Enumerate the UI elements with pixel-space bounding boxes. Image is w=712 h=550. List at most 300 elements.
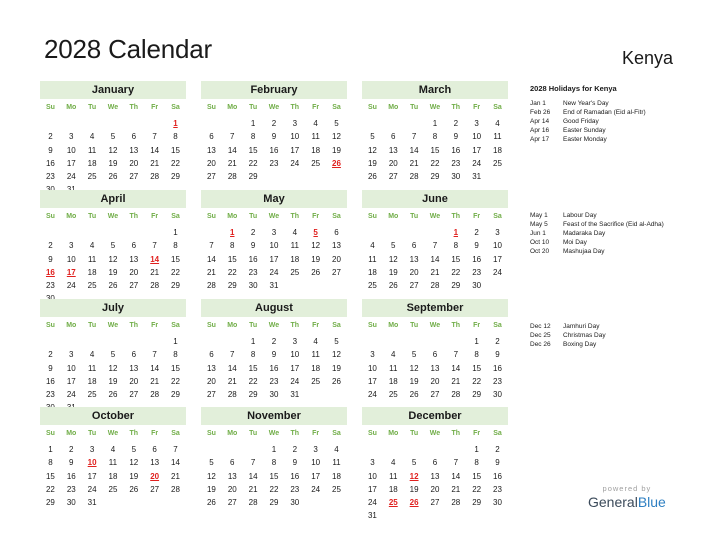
day-cell: 22: [248, 158, 258, 168]
month-name: October: [40, 407, 186, 425]
day-cell: 27: [129, 172, 139, 182]
day-cell: 2: [474, 228, 479, 237]
weekday-label: Th: [129, 430, 139, 437]
day-cell: 6: [411, 241, 417, 251]
month-name: November: [201, 407, 347, 425]
weekday-label: Sa: [171, 430, 180, 437]
day-cell: 30: [248, 281, 258, 291]
brand-name-part2: Blue: [637, 494, 666, 510]
weekday-label: Fr: [151, 213, 159, 220]
day-cell: 20: [206, 376, 216, 386]
month-february: [201, 81, 347, 183]
weekday-label: Tu: [249, 104, 258, 111]
day-cell: 22: [269, 484, 279, 494]
day-cell: 16: [493, 363, 502, 373]
holiday-day: 17: [66, 267, 76, 277]
day-cell: 6: [432, 350, 438, 360]
day-cell: 19: [129, 471, 139, 481]
day-cell: 6: [209, 350, 214, 360]
weekday-label: Mo: [227, 104, 238, 111]
weekday-label: Sa: [332, 213, 341, 220]
day-cell: 28: [206, 281, 216, 291]
day-cell: 24: [311, 484, 321, 494]
empty-cell: [201, 117, 222, 130]
day-cell: 23: [45, 390, 55, 400]
day-cell: 9: [250, 241, 256, 251]
day-cell: 5: [110, 350, 116, 360]
weekday-label: Th: [451, 213, 461, 220]
day-cell: 22: [171, 376, 180, 386]
day-cell: 21: [171, 471, 180, 481]
weekday-label: Tu: [410, 430, 419, 437]
weekday-label: Fr: [473, 213, 481, 220]
month-name: May: [201, 190, 347, 208]
empty-cell: [362, 443, 383, 456]
holiday-day: 12: [409, 471, 419, 481]
month-name: April: [40, 190, 186, 208]
day-cell: 13: [227, 471, 237, 481]
empty-cell: [82, 335, 103, 348]
day-cell: 9: [271, 132, 277, 142]
day-cell: 23: [248, 267, 258, 277]
weekday-label: Fr: [151, 322, 159, 329]
empty-cell: [144, 226, 165, 239]
day-cell: 2: [48, 241, 53, 251]
holiday-day: 25: [388, 498, 398, 508]
day-cell: 5: [370, 132, 375, 142]
empty-cell: [445, 335, 466, 348]
day-cell: 21: [227, 158, 237, 168]
empty-cell: [222, 443, 243, 456]
day-cell: 26: [388, 281, 398, 291]
day-cell: 10: [367, 471, 377, 481]
day-cell: 19: [409, 376, 419, 386]
empty-cell: [404, 335, 425, 348]
day-cell: 11: [368, 254, 377, 264]
day-cell: 12: [388, 254, 398, 264]
empty-cell: [445, 443, 466, 456]
day-cell: 23: [493, 484, 502, 494]
day-cell: 12: [332, 350, 341, 360]
holiday-name: Mashujaa Day: [563, 248, 605, 256]
day-cell: 10: [367, 363, 377, 373]
holiday-name: Christmas Day: [563, 332, 606, 340]
holiday-date: Dec 25: [530, 332, 551, 340]
day-cell: 14: [227, 145, 237, 155]
day-cell: 17: [269, 254, 279, 264]
day-cell: 6: [334, 228, 339, 237]
weekday-label: Mo: [66, 430, 77, 437]
day-cell: 21: [206, 267, 216, 277]
day-cell: 31: [269, 281, 279, 291]
day-cell: 9: [69, 458, 74, 468]
day-cell: 26: [367, 172, 377, 182]
day-cell: 2: [271, 337, 277, 346]
holiday-entry: [530, 220, 664, 229]
day-cell: 3: [292, 337, 298, 346]
day-cell: 3: [474, 119, 479, 128]
day-cell: 10: [290, 350, 300, 360]
weekday-label: Th: [290, 430, 300, 437]
day-cell: 14: [451, 363, 461, 373]
day-cell: 15: [430, 145, 440, 155]
day-cell: 22: [171, 267, 180, 277]
day-cell: 17: [66, 376, 76, 386]
day-cell: 27: [430, 390, 440, 400]
weekday-label: Tu: [88, 213, 97, 220]
day-cell: 21: [227, 376, 237, 386]
day-cell: 21: [451, 484, 461, 494]
day-cell: 24: [472, 158, 482, 168]
day-cell: 25: [290, 267, 300, 277]
day-cell: 7: [250, 458, 256, 468]
holiday-entry: [530, 99, 646, 108]
holiday-day: 10: [87, 458, 97, 468]
day-cell: 16: [472, 254, 482, 264]
day-cell: 27: [430, 498, 440, 508]
day-cell: 11: [311, 350, 320, 360]
holiday-day: 14: [150, 254, 160, 264]
day-cell: 27: [388, 172, 398, 182]
day-cell: 11: [389, 471, 398, 481]
weekday-label: Fr: [312, 322, 320, 329]
day-cell: 29: [269, 498, 279, 508]
weekday-label: Tu: [249, 430, 258, 437]
holiday-entry: [530, 211, 664, 220]
day-cell: 12: [311, 241, 321, 251]
day-cell: 25: [311, 376, 321, 386]
weekday-label: Th: [451, 104, 461, 111]
day-cell: 3: [271, 228, 277, 237]
day-cell: 15: [45, 471, 55, 481]
weekday-label: Su: [206, 430, 216, 437]
day-cell: 20: [409, 267, 419, 277]
day-cell: 3: [69, 350, 74, 360]
day-cell: 29: [171, 172, 180, 182]
day-cell: 20: [129, 376, 139, 386]
day-cell: 14: [248, 471, 258, 481]
day-cell: 23: [290, 484, 300, 494]
day-cell: 25: [87, 390, 97, 400]
day-cell: 8: [474, 458, 479, 468]
day-cell: 22: [451, 267, 461, 277]
weekday-label: Th: [290, 213, 300, 220]
day-cell: 20: [206, 158, 216, 168]
month-name: March: [362, 81, 508, 99]
holiday-date: May 1: [530, 212, 548, 219]
day-cell: 14: [451, 471, 461, 481]
holiday-date: Apr 16: [530, 127, 550, 135]
day-cell: 15: [472, 471, 482, 481]
day-cell: 28: [248, 498, 258, 508]
day-cell: 21: [248, 484, 258, 494]
day-cell: 6: [209, 132, 214, 142]
day-cell: 12: [409, 363, 419, 373]
day-cell: 18: [367, 267, 377, 277]
day-cell: 15: [248, 145, 258, 155]
day-cell: 27: [150, 484, 160, 494]
day-cell: 12: [129, 458, 139, 468]
empty-cell: [123, 226, 144, 239]
empty-cell: [144, 335, 165, 348]
day-cell: 16: [45, 158, 55, 168]
empty-cell: [201, 443, 222, 456]
month-december: [362, 407, 508, 523]
day-cell: 3: [69, 132, 74, 142]
day-cell: 19: [108, 158, 118, 168]
day-cell: 29: [171, 281, 180, 291]
weekday-label: Fr: [473, 104, 481, 111]
day-cell: 30: [472, 281, 482, 291]
day-cell: 23: [269, 376, 279, 386]
day-cell: 24: [367, 390, 377, 400]
day-cell: 21: [451, 376, 461, 386]
powered-by-text: powered by: [602, 484, 652, 493]
day-cell: 12: [367, 145, 377, 155]
day-cell: 5: [110, 241, 116, 251]
weekday-label: Th: [129, 104, 139, 111]
day-cell: 10: [493, 241, 502, 251]
holiday-date: Apr 14: [530, 118, 550, 126]
day-cell: 18: [311, 363, 321, 373]
day-cell: 18: [388, 376, 398, 386]
holiday-day: 26: [332, 158, 341, 168]
holiday-name: New Year's Day: [563, 100, 609, 107]
weekday-label: Th: [290, 104, 300, 111]
day-cell: 23: [45, 281, 55, 291]
holiday-entry: [530, 238, 664, 247]
empty-cell: [201, 335, 222, 348]
holiday-day: 26: [409, 498, 419, 508]
day-cell: 18: [108, 471, 118, 481]
day-cell: 22: [248, 376, 258, 386]
day-cell: 25: [388, 390, 398, 400]
day-cell: 31: [367, 511, 377, 521]
day-cell: 8: [173, 241, 178, 251]
day-cell: 11: [389, 363, 398, 373]
day-cell: 26: [332, 376, 341, 386]
day-cell: 12: [108, 145, 118, 155]
weekday-label: Sa: [493, 104, 502, 111]
day-cell: 27: [206, 172, 216, 182]
day-cell: 9: [453, 132, 459, 142]
day-cell: 24: [290, 376, 300, 386]
day-cell: 3: [313, 445, 318, 454]
day-cell: 8: [173, 132, 178, 142]
weekday-label: Sa: [493, 322, 502, 329]
day-cell: 10: [269, 241, 279, 251]
weekday-label: Th: [451, 430, 461, 437]
day-cell: 10: [66, 363, 76, 373]
country-name: Kenya: [622, 48, 674, 68]
day-cell: 13: [388, 145, 398, 155]
day-cell: 27: [409, 281, 419, 291]
day-cell: 2: [48, 132, 53, 142]
day-cell: 14: [150, 145, 160, 155]
weekday-label: Sa: [493, 213, 502, 220]
day-cell: 6: [230, 458, 235, 468]
empty-cell: [243, 443, 264, 456]
day-cell: 29: [472, 498, 482, 508]
day-cell: 3: [495, 228, 500, 237]
weekday-label: Tu: [88, 430, 97, 437]
month-may: [201, 190, 347, 292]
day-cell: 13: [206, 145, 216, 155]
day-cell: 2: [292, 445, 298, 454]
weekday-label: Mo: [388, 322, 399, 329]
weekday-label: We: [268, 430, 280, 437]
holiday-date: Feb 26: [530, 109, 551, 117]
weekday-label: We: [429, 213, 441, 220]
holiday-date: Dec 12: [530, 323, 551, 330]
weekday-label: Tu: [88, 322, 97, 329]
day-cell: 5: [411, 350, 417, 360]
day-cell: 3: [370, 458, 375, 468]
empty-cell: [383, 226, 404, 239]
day-cell: 11: [87, 145, 97, 155]
brand-name-part1: General: [588, 494, 638, 510]
day-cell: 26: [129, 484, 139, 494]
day-cell: 6: [131, 350, 137, 360]
day-cell: 19: [332, 145, 341, 155]
day-cell: 10: [472, 132, 482, 142]
day-cell: 25: [493, 158, 502, 168]
day-cell: 2: [453, 119, 459, 128]
day-cell: 18: [493, 145, 502, 155]
holiday-list-title: 2028 Holidays for Kenya: [530, 84, 617, 93]
weekday-label: Fr: [473, 430, 481, 437]
day-cell: 3: [370, 350, 375, 360]
day-cell: 23: [269, 158, 279, 168]
day-cell: 29: [451, 281, 461, 291]
weekday-label: Su: [367, 322, 377, 329]
day-cell: 23: [45, 172, 55, 182]
holiday-name: Madaraka Day: [563, 230, 606, 238]
day-cell: 16: [269, 363, 279, 373]
day-cell: 26: [108, 281, 118, 291]
holiday-entry: [530, 126, 646, 135]
empty-cell: [404, 226, 425, 239]
day-cell: 20: [129, 158, 139, 168]
empty-cell: [383, 335, 404, 348]
weekday-label: Su: [367, 213, 377, 220]
weekday-label: Su: [45, 104, 55, 111]
day-cell: 17: [290, 145, 300, 155]
day-cell: 25: [87, 172, 97, 182]
weekday-label: Fr: [312, 430, 320, 437]
day-cell: 24: [269, 267, 279, 277]
holiday-day: 5: [313, 228, 318, 237]
day-cell: 17: [472, 145, 482, 155]
day-cell: 11: [290, 241, 299, 251]
empty-cell: [61, 335, 82, 348]
day-cell: 3: [69, 241, 74, 251]
empty-cell: [40, 226, 61, 239]
day-cell: 14: [409, 145, 419, 155]
day-cell: 8: [453, 241, 459, 251]
day-cell: 23: [472, 267, 482, 277]
day-cell: 27: [206, 390, 216, 400]
day-cell: 19: [388, 267, 398, 277]
holiday-date: Jan 1: [530, 100, 546, 107]
month-june: [362, 190, 508, 292]
day-cell: 27: [227, 498, 237, 508]
day-cell: 31: [290, 390, 300, 400]
day-cell: 7: [230, 132, 235, 142]
day-cell: 13: [150, 458, 160, 468]
day-cell: 17: [493, 254, 502, 264]
day-cell: 6: [432, 458, 438, 468]
day-cell: 4: [334, 445, 339, 454]
day-cell: 20: [388, 158, 398, 168]
day-cell: 2: [250, 228, 256, 237]
empty-cell: [383, 443, 404, 456]
day-cell: 4: [391, 350, 396, 360]
page-title: 2028 Calendar: [44, 34, 212, 64]
day-cell: 15: [248, 363, 258, 373]
day-cell: 5: [334, 337, 339, 346]
day-cell: 13: [129, 254, 139, 264]
day-cell: 24: [493, 267, 502, 277]
empty-cell: [82, 226, 103, 239]
day-cell: 19: [311, 254, 321, 264]
weekday-label: We: [429, 322, 441, 329]
weekday-label: We: [268, 104, 280, 111]
holiday-list-group-2: [530, 211, 664, 256]
weekday-label: Tu: [410, 322, 419, 329]
day-cell: 9: [48, 363, 53, 373]
holiday-name: Jamhuri Day: [563, 323, 600, 330]
weekday-label: Mo: [227, 430, 238, 437]
day-cell: 2: [271, 119, 277, 128]
day-cell: 20: [227, 484, 237, 494]
empty-cell: [40, 117, 61, 130]
day-cell: 18: [87, 376, 97, 386]
day-cell: 8: [173, 350, 178, 360]
day-cell: 6: [152, 445, 157, 454]
day-cell: 6: [131, 132, 137, 142]
day-cell: 16: [248, 254, 258, 264]
day-cell: 20: [129, 267, 139, 277]
day-cell: 21: [150, 158, 160, 168]
day-cell: 9: [495, 458, 500, 468]
day-cell: 7: [432, 241, 438, 251]
holiday-day: 20: [150, 471, 160, 481]
day-cell: 24: [66, 281, 76, 291]
day-cell: 17: [367, 376, 377, 386]
day-cell: 24: [66, 172, 76, 182]
day-cell: 27: [332, 267, 341, 277]
day-cell: 22: [430, 158, 440, 168]
weekday-label: Th: [129, 322, 139, 329]
month-name: January: [40, 81, 186, 99]
day-cell: 17: [367, 484, 377, 494]
day-cell: 4: [495, 119, 500, 128]
weekday-label: Su: [45, 322, 55, 329]
weekday-label: Mo: [227, 322, 238, 329]
empty-cell: [362, 335, 383, 348]
day-cell: 30: [66, 498, 76, 508]
holiday-list-group-1: [530, 99, 646, 144]
day-cell: 22: [472, 484, 482, 494]
day-cell: 18: [311, 145, 321, 155]
day-cell: 1: [432, 119, 438, 128]
day-cell: 8: [474, 350, 479, 360]
day-cell: 7: [453, 350, 459, 360]
day-cell: 28: [171, 484, 180, 494]
weekday-label: Sa: [332, 104, 341, 111]
holiday-name: Easter Sunday: [563, 127, 606, 135]
